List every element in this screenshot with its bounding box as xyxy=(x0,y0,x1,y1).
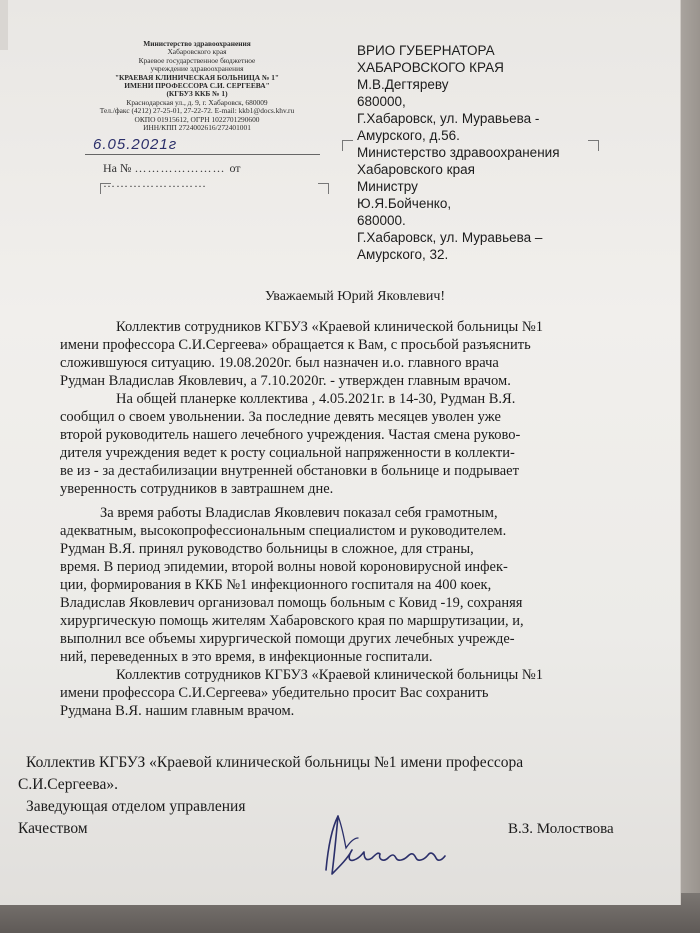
addressee-line: 680000, xyxy=(357,94,406,109)
reference-number-label: На № xyxy=(103,161,132,175)
reference-number-field xyxy=(103,161,343,191)
letterhead-line: Хабаровского края xyxy=(167,47,227,57)
position-title: Заведующая отделом управления xyxy=(26,798,246,815)
corner-mark xyxy=(100,183,111,194)
body-line: За время работы Владислав Яковлевич показал себя грамотным, xyxy=(100,505,498,521)
addressee-line: Министерство здравоохранения xyxy=(357,145,560,160)
handwritten-signature xyxy=(318,808,453,883)
addressee-line: Г.Хабаровск, ул. Муравьева - xyxy=(357,111,540,126)
addressee-line: Хабаровского края xyxy=(357,162,475,177)
reference-dots: …………………… xyxy=(103,176,207,190)
addressee-line: ХАБАРОВСКОГО КРАЯ xyxy=(357,60,504,75)
body-line: Рудмана В.Я. нашим главным врачом. xyxy=(60,703,295,719)
addressee-governor xyxy=(357,42,577,144)
body-line: имени профессора С.И.Сергеева» обращается к Вам, с просьбой разъяснить xyxy=(60,337,531,353)
addressee-line: ВРИО ГУБЕРНАТОРА xyxy=(357,43,495,58)
addressee-line: Г.Хабаровск, ул. Муравьева – xyxy=(357,230,543,245)
letterhead-line: ИМЕНИ ПРОФЕССОРА С.И. СЕРГЕЕВА" xyxy=(124,81,270,91)
letterhead-line: учреждение здравоохранения xyxy=(150,64,244,74)
body-line: ний, переведенных в это время, в инфекционные госпитали. xyxy=(60,649,433,665)
letterhead-line: Тел./факс (4212) 27-25-01, 27-22-72. E-mail: kkb1@docs.khv.ru xyxy=(99,106,295,116)
letterhead-line: ОКПО 01915612, ОГРН 1022701290600 xyxy=(134,114,260,124)
body-line: Рудман Владислав Яковлевич, а 7.10.2020г. - утвержден главным врачом. xyxy=(60,373,511,389)
greeting: Уважаемый Юрий Яковлевич! xyxy=(264,289,446,304)
addressee-line: Амурского, 32. xyxy=(357,247,449,262)
collective-signature-line: С.И.Сергеева». xyxy=(18,776,118,793)
body-line: время. В период эпидемии, второй волны новой короновирусной инфек- xyxy=(60,559,508,575)
addressee-line: Амурского, д.56. xyxy=(357,128,460,143)
body-line: имени профессора С.И.Сергеева» убедительно просит Вас сохранить xyxy=(60,685,489,701)
handwritten-date: 6.05.2021г xyxy=(93,136,178,153)
reference-dots: ………………… xyxy=(134,161,230,175)
addressee-line: Ю.Я.Бойченко, xyxy=(357,196,452,211)
letterhead xyxy=(82,40,312,132)
body-line: ве из - за дестабилизации внутренней обстановки в больнице и подрывает xyxy=(60,463,519,479)
addressee-line: 680000. xyxy=(357,213,406,228)
body-line: Владислав Яковлевич организовал помощь больным с Ковид -19, сохраняя xyxy=(60,595,523,611)
date-underline xyxy=(85,154,320,155)
body-line: хирургическую помощь жителям Хабаровского края по маршрутизации, и, xyxy=(60,613,524,629)
collective-signature-line: Коллектив КГБУЗ «Краевой клинической больницы №1 имени профессора xyxy=(26,754,524,771)
body-line: выполнил все объемы хирургической помощи других лечебных учрежде- xyxy=(60,631,515,647)
corner-mark xyxy=(318,183,329,194)
letterhead-line: Краевое государственное бюджетное xyxy=(138,55,256,65)
body-line: адекватным, высокопрофессиональным специалистом и руководителем. xyxy=(60,523,507,539)
letterhead-line: Краснодарская ул., д. 9, г. Хабаровск, 680009 xyxy=(126,97,268,107)
addressee-minister xyxy=(357,144,617,263)
letterhead-line: ИНН/КПП 2724002616/272401001 xyxy=(143,123,251,133)
position-title: Качеством xyxy=(18,820,88,837)
body-line: дителя учреждения ведет к росту социальной напряженности в коллекти- xyxy=(60,445,515,461)
signer-name: В.З. Молоствова xyxy=(508,821,614,837)
letterhead-line: Министерство здравоохранения xyxy=(143,39,251,48)
reference-from-label: от xyxy=(229,161,241,175)
body-line: Коллектив сотрудников КГБУЗ «Краевой клинической больницы №1 xyxy=(116,667,543,683)
page-edge xyxy=(0,0,8,50)
body-line: ции, формирования в ККБ №1 инфекционного госпиталя на 400 коек, xyxy=(60,577,492,593)
body-line: На общей планерке коллектива , 4.05.2021г. в 14-30, Рудман В.Я. xyxy=(116,391,516,407)
body-line: второй руководитель нашего лечебного учреждения. Частая смена руково- xyxy=(60,427,521,443)
body-line: сложившуюся ситуацию. 19.08.2020г. был назначен и.о. главного врача xyxy=(60,355,499,371)
body-line: Коллектив сотрудников КГБУЗ «Краевой клинической больницы №1 xyxy=(116,319,543,335)
letter-body xyxy=(60,318,620,720)
date-field xyxy=(85,136,325,158)
corner-mark xyxy=(342,140,353,151)
body-line: сообщил о своем увольнении. За последние девять месяцев уволен уже xyxy=(60,409,501,425)
letterhead-line: (КГБУЗ ККБ № 1) xyxy=(166,89,228,99)
body-line: уверенность сотрудников в завтрашнем дне. xyxy=(60,481,334,497)
addressee-line: М.В.Дегтяреву xyxy=(357,77,449,92)
addressee-line: Министру xyxy=(357,179,418,194)
letterhead-line: "КРАЕВАЯ КЛИНИЧЕСКАЯ БОЛЬНИЦА № 1" xyxy=(114,72,280,82)
body-line: Рудман В.Я. принял руководство больницы в сложное, для страны, xyxy=(60,541,474,557)
